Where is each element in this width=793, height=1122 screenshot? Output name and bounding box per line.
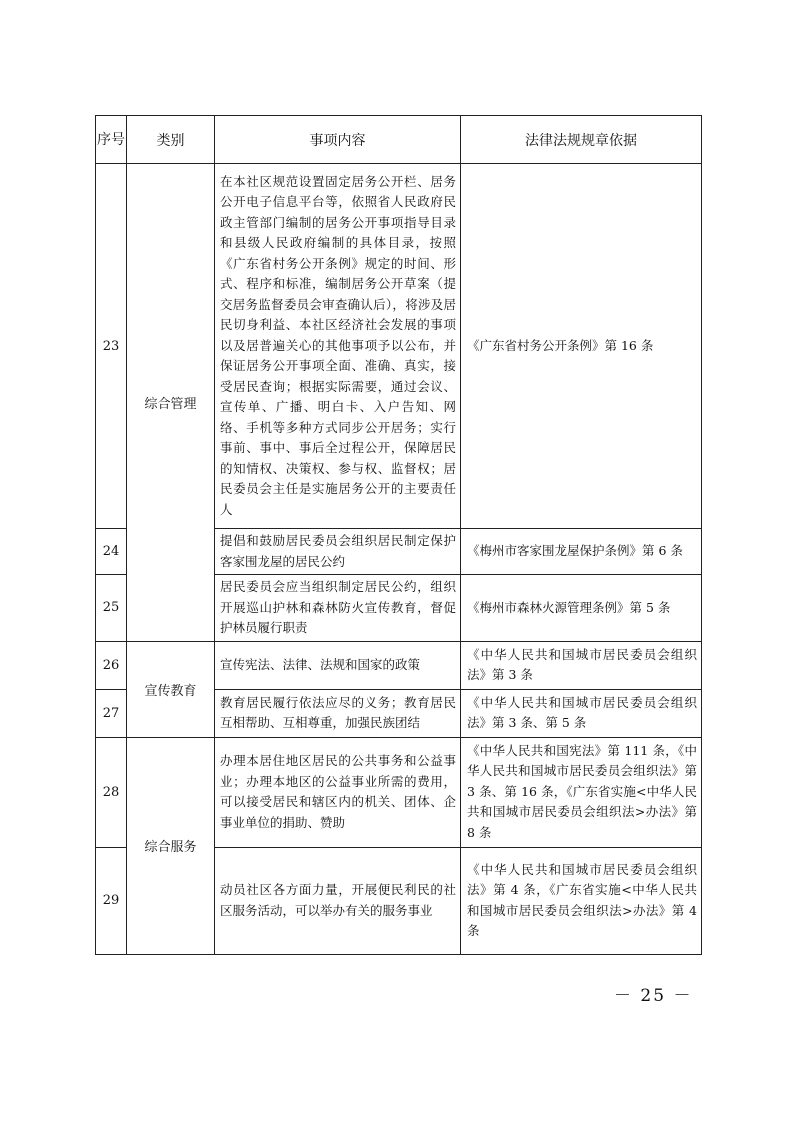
content-cell: 在本社区规范设置固定居务公开栏、居务公开电子信息平台等，依照省人民政府民政主管部门编制的居务公开事项指导目录和县级人民政府编制的具体目录，按照《广东省村务公开条例》规定的时间、形式、程序和标准，编制居务公开草案（提交居务监督委员会审查确认后），将涉及居民切身利益、本社区经济社会发展的事项以及居普遍关心的其他事项予以公布，并保证居务公开事项全面、准确、真实，接受居民查询；根据实际需要，通过会议、宣传单、广播、明白卡、入户告知、网络、手机等多种方式同步公开居务；实行事前、事中、事后全过程公开，保障居民的知情权、决策权、参与权、监督权；居民委员会主任是实施居务公开的主要责任人 bbox=[215, 164, 461, 529]
row-number: 26 bbox=[96, 641, 127, 689]
row-number: 23 bbox=[96, 164, 127, 529]
content-cell: 居民委员会应当组织制定居民公约，组织开展巡山护林和森林防火宣传教育，督促护林员履行职责 bbox=[215, 575, 461, 642]
header-content: 事项内容 bbox=[215, 116, 461, 164]
content-cell: 提倡和鼓励居民委员会组织居民制定保护客家围龙屋的居民公约 bbox=[215, 529, 461, 575]
header-no: 序号 bbox=[96, 116, 127, 164]
row-number: 25 bbox=[96, 575, 127, 642]
law-cell: 《中华人民共和国宪法》第 111 条，《中华人民共和国城市居民委员会组织法》第 3 条、第 16 条，《广东省实施<中华人民共和国城市居民委员会组织法>办法》第 8 条 bbox=[461, 737, 702, 847]
row-number: 27 bbox=[96, 689, 127, 737]
header-category: 类别 bbox=[127, 116, 215, 164]
content-cell: 教育居民履行依法应尽的义务；教育居民互相帮助、互相尊重，加强民族团结 bbox=[215, 689, 461, 737]
law-cell: 《梅州市客家围龙屋保护条例》第 6 条 bbox=[461, 529, 702, 575]
row-number: 29 bbox=[96, 847, 127, 954]
law-cell: 《广东省村务公开条例》第 16 条 bbox=[461, 164, 702, 529]
row-number: 28 bbox=[96, 737, 127, 847]
table-header-row bbox=[96, 116, 702, 164]
page-number: － 25 － bbox=[614, 986, 693, 1006]
table-row bbox=[96, 641, 702, 689]
table-row bbox=[96, 737, 702, 847]
law-cell: 《中华人民共和国城市居民委员会组织法》第 4 条，《广东省实施<中华人民共和国城市居民委员会组织法>办法》第 4 条 bbox=[461, 847, 702, 954]
content-cell: 动员社区各方面力量，开展便民利民的社区服务活动，可以举办有关的服务事业 bbox=[215, 847, 461, 954]
category-cell: 综合管理 bbox=[127, 164, 215, 642]
law-cell: 《中华人民共和国城市居民委员会组织法》第 3 条、第 5 条 bbox=[461, 689, 702, 737]
law-cell: 《梅州市森林火源管理条例》第 5 条 bbox=[461, 575, 702, 642]
table-row bbox=[96, 164, 702, 529]
content-cell: 宣传宪法、法律、法规和国家的政策 bbox=[215, 641, 461, 689]
row-number: 24 bbox=[96, 529, 127, 575]
regulation-table bbox=[95, 115, 702, 955]
category-cell: 宣传教育 bbox=[127, 641, 215, 737]
category-cell: 综合服务 bbox=[127, 737, 215, 954]
header-law: 法律法规规章依据 bbox=[461, 116, 702, 164]
content-cell: 办理本居住地区居民的公共事务和公益事业；办理本地区的公益事业所需的费用，可以接受居民和辖区内的机关、团体、企事业单位的捐助、赞助 bbox=[215, 737, 461, 847]
law-cell: 《中华人民共和国城市居民委员会组织法》第 3 条 bbox=[461, 641, 702, 689]
